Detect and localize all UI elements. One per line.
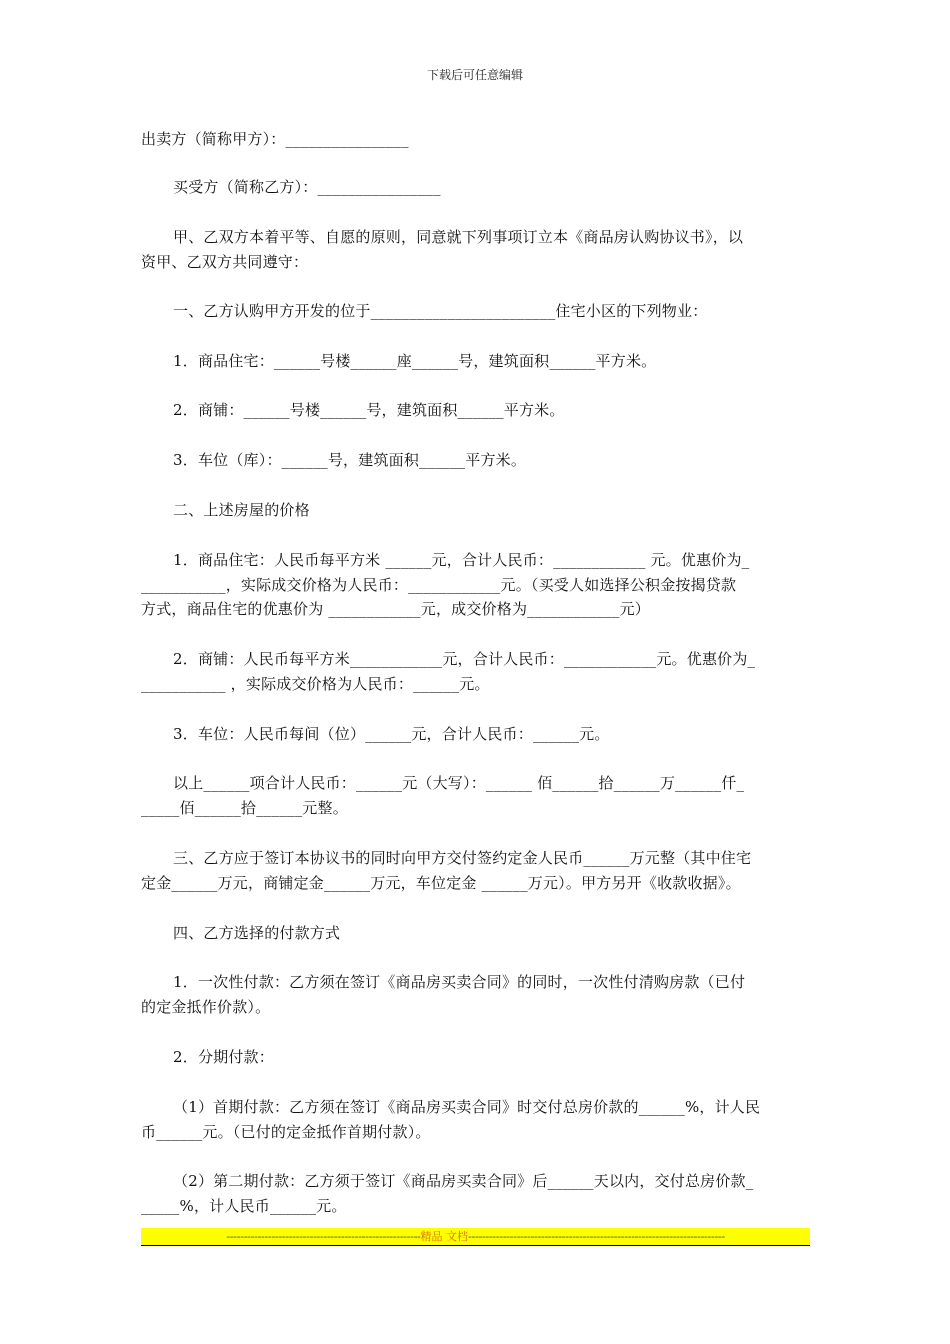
seller-line: 出卖方（简称甲方）：________________ (141, 130, 409, 148)
footer-dashes-left: -------------------------------------------------------- (226, 1230, 421, 1243)
price-residence-line-2: ___________，实际成交价格为人民币：____________元。（买受人如选择公积金按揭贷款 (141, 576, 737, 594)
preamble-line-1: 甲、乙双方本着平等、自愿的原则，同意就下列事项订立本《商品房认购协议书》，以 (173, 228, 744, 246)
price-shop-line-2: ___________ ，实际成交价格为人民币：______元。 (141, 675, 490, 693)
second-payment-line-2: _____%，计人民币______元。 (141, 1197, 347, 1215)
buyer-line: 买受方（简称乙方）：________________ (173, 178, 441, 196)
section-3-line-2: 定金______万元，商铺定金______万元，车位定金 ______万元）。甲方另开《收款收据》。 (141, 874, 741, 892)
first-payment-line-1: （1）首期付款：乙方须在签订《商品房买卖合同》时交付总房价款的______%，计人民 (173, 1098, 761, 1116)
item-1-residence: 1．商品住宅：______号楼______座______号，建筑面积______平方米。 (173, 352, 657, 370)
total-line-2: _____佰______拾______元整。 (141, 799, 348, 817)
lump-sum-line-2: 的定金抵作价款）。 (141, 998, 271, 1016)
lump-sum-line-1: 1．一次性付款：乙方须在签订《商品房买卖合同》的同时，一次性付清购房款（已付 (173, 973, 746, 991)
price-parking-line: 3．车位：人民币每间（位）______元，合计人民币：______元。 (173, 725, 610, 743)
second-payment-line-1: （2）第二期付款：乙方须于签订《商品房买卖合同》后______天以内，交付总房价款_ (173, 1172, 754, 1190)
footer-dashes-right: -------------------------------------------------------------------------- (468, 1230, 725, 1243)
price-shop-line-1: 2．商铺：人民币每平方米____________元，合计人民币：____________元。优惠价为_ (173, 650, 756, 668)
footer-label: 精品 文档 (420, 1230, 469, 1243)
price-residence-line-3: 方式，商品住宅的优惠价为 ____________元，成交价格为____________元） (141, 600, 650, 618)
preamble-line-2: 资甲、乙双方共同遵守： (141, 253, 309, 271)
section-4-title: 四、乙方选择的付款方式 (173, 924, 341, 942)
section-3-line-1: 三、乙方应于签订本协议书的同时向甲方交付签约定金人民币______万元整（其中住宅 (173, 849, 752, 867)
first-payment-line-2: 币______元。（已付的定金抵作首期付款）。 (141, 1123, 431, 1141)
item-2-shop: 2．商铺：______号楼______号，建筑面积______平方米。 (173, 401, 565, 419)
total-line-1: 以上______项合计人民币：______元（大写）：______ 佰______拾______万______仟_ (173, 774, 745, 792)
installment-title: 2．分期付款： (173, 1048, 274, 1066)
footer-banner (141, 1228, 810, 1246)
section-1-title: 一、乙方认购甲方开发的位于________________________住宅小区的下列物业： (173, 302, 708, 320)
page-header: 下载后可任意编辑 (426, 68, 523, 82)
item-3-parking: 3．车位（库）：______号，建筑面积______平方米。 (173, 451, 527, 469)
price-residence-line-1: 1．商品住宅：人民币每平方米 ______元，合计人民币：____________ 元。优惠价为_ (173, 551, 750, 569)
section-2-title: 二、上述房屋的价格 (173, 501, 310, 519)
